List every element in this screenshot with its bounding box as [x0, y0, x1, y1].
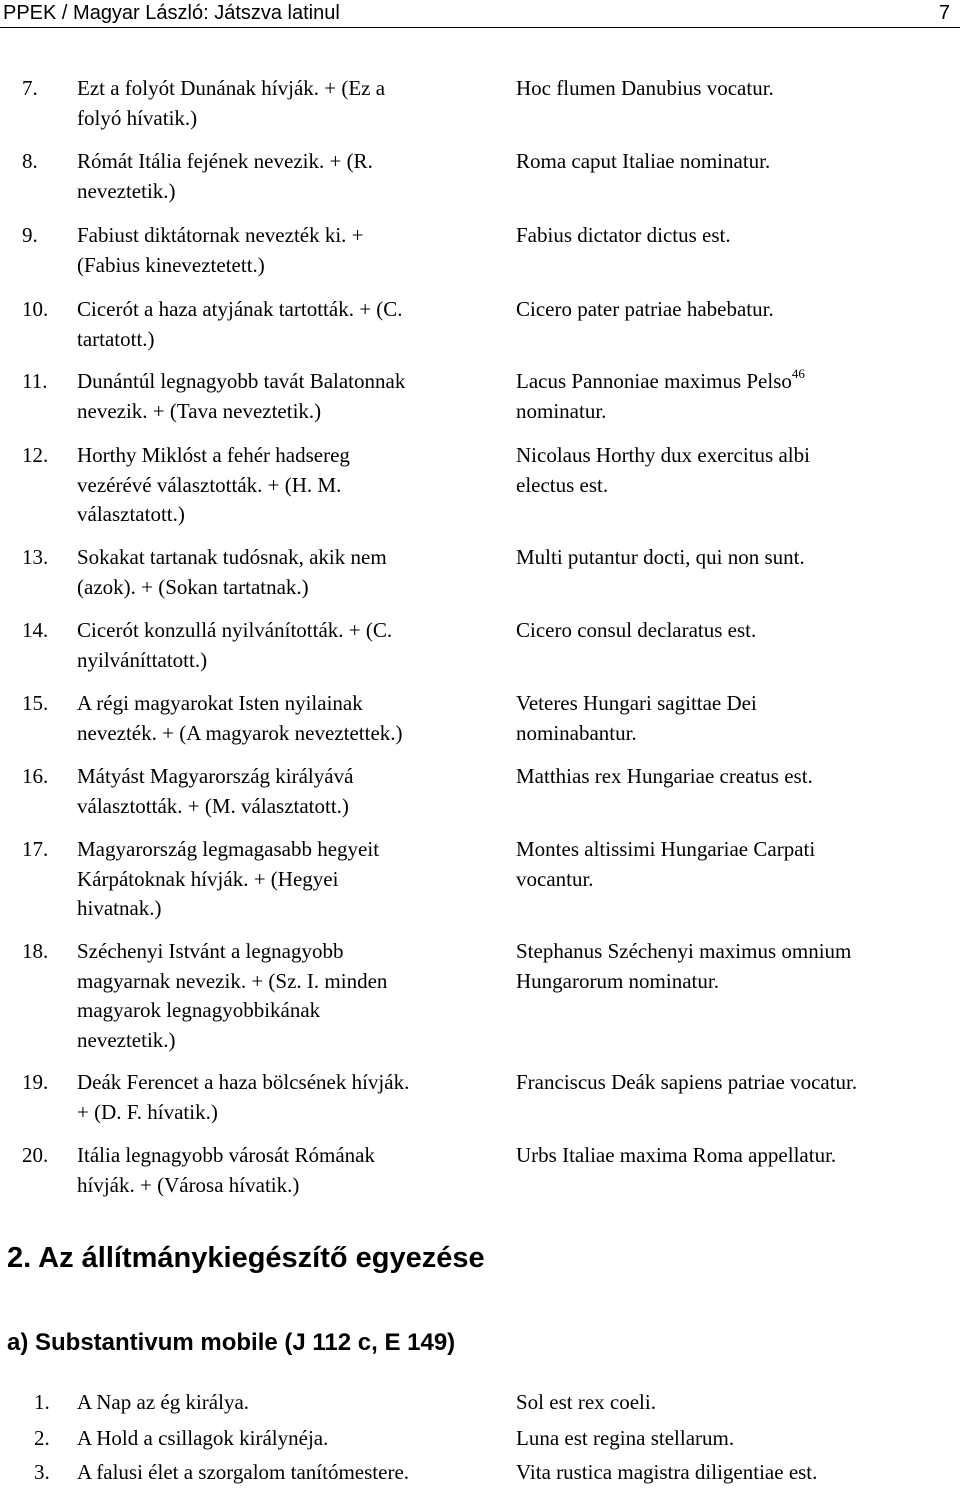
text-line: nyilváníttatott.): [77, 647, 208, 672]
text-line: választották. + (M. választatott.): [77, 793, 349, 818]
latin-translation: [516, 616, 946, 646]
text-line: magyarok legnagyobbikának: [77, 998, 321, 1022]
text-line: neveztetik.): [77, 178, 176, 203]
text-line: + (D. F. hívatik.): [77, 1099, 218, 1124]
latin-translation: Luna est regina stellarum.: [516, 1426, 735, 1450]
latin-translation: [516, 543, 946, 573]
exercise-number: 11.: [22, 369, 48, 393]
exercise-number: 10.: [22, 297, 49, 321]
text-line: Nicolaus Horthy dux exercitus albi: [516, 443, 810, 467]
hungarian-sentence: [77, 441, 502, 530]
text-line: Veteres Hungari sagittae Dei: [516, 691, 757, 715]
latin-translation: [516, 689, 946, 748]
text-line: tartatott.): [77, 326, 155, 351]
latin-translation: [516, 74, 946, 104]
text-line: Roma caput Italiae nominatur.: [516, 149, 771, 173]
text-line: nevezték. + (A magyarok neveztettek.): [77, 720, 403, 745]
exercise-number: 12.: [22, 443, 49, 467]
hungarian-sentence: [77, 1068, 502, 1127]
hungarian-sentence: A Hold a csillagok királynéja.: [77, 1426, 329, 1450]
text-line: Matthias rex Hungariae creatus est.: [516, 764, 813, 788]
exercise-number: 8.: [22, 149, 38, 173]
text-line: (azok). + (Sokan tartatnak.): [77, 574, 309, 599]
text-line: Stephanus Széchenyi maximus omnium: [516, 939, 852, 963]
subsection-heading: a) Substantivum mobile (J 112 c, E 149): [7, 1329, 456, 1356]
text-line: Montes altissimi Hungariae Carpati: [516, 837, 816, 861]
hungarian-sentence: A falusi élet a szorgalom tanítómestere.: [77, 1460, 410, 1484]
exercise-number: 14.: [22, 618, 49, 642]
hungarian-sentence: [77, 1141, 502, 1200]
text-line: Cicero pater patriae habebatur.: [516, 297, 774, 321]
text-line: Urbs Italiae maxima Roma appellatur.: [516, 1143, 837, 1167]
text-line: nominatur.: [516, 398, 607, 423]
text-line: hivatnak.): [77, 896, 162, 920]
text-line: Magyarország legmagasabb hegyeit: [77, 837, 380, 861]
text-line: electus est.: [516, 472, 609, 497]
text-line: folyó hívatik.): [77, 105, 198, 130]
text-line: Cicerót a haza atyjának tartották. + (C.: [77, 297, 403, 321]
text-line: A régi magyarokat Isten nyilainak: [77, 691, 363, 715]
hungarian-sentence: [77, 835, 502, 924]
latin-translation: [516, 221, 946, 251]
exercise-number: 15.: [22, 691, 49, 715]
latin-translation: [516, 1141, 946, 1171]
hungarian-sentence: [77, 367, 502, 426]
text-line: vocantur.: [516, 866, 594, 891]
page-header: [0, 0, 960, 28]
text-line: Széchenyi Istvánt a legnagyobb: [77, 939, 344, 963]
document-title: PPEK / Magyar László: Játszva latinul: [3, 2, 340, 24]
text-line: Hoc flumen Danubius vocatur.: [516, 76, 774, 100]
text-line: Itália legnagyobb városát Rómának: [77, 1143, 375, 1167]
example-number: 3.: [34, 1460, 50, 1484]
hungarian-sentence: A Nap az ég királya.: [77, 1390, 250, 1414]
latin-translation: Vita rustica magistra diligentiae est.: [516, 1460, 818, 1484]
text-line: Kárpátoknak hívják. + (Hegyei: [77, 866, 339, 891]
text-line: (Fabius kineveztetett.): [77, 252, 265, 277]
text-line: Horthy Miklóst a fehér hadsereg: [77, 443, 350, 467]
hungarian-sentence: [77, 937, 502, 1055]
exercise-number: 19.: [22, 1070, 49, 1094]
exercise-number: 13.: [22, 545, 49, 569]
text-line: [516, 367, 946, 397]
hungarian-sentence: [77, 762, 502, 821]
latin-text: Lacus Pannoniae maximus Pelso: [516, 369, 792, 393]
text-line: nominabantur.: [516, 720, 637, 745]
text-line: hívják. + (Városa hívatik.): [77, 1172, 300, 1197]
latin-translation: [516, 937, 946, 996]
exercise-number: 18.: [22, 939, 49, 963]
latin-translation: Sol est rex coeli.: [516, 1390, 656, 1414]
text-line: Deák Ferencet a haza bölcsének hívják.: [77, 1070, 410, 1094]
hungarian-sentence: [77, 74, 502, 133]
hungarian-sentence: [77, 295, 502, 354]
text-line: Cicero consul declaratus est.: [516, 618, 757, 642]
text-line: magyarnak nevezik. + (Sz. I. minden: [77, 968, 388, 993]
text-line: Fabiust diktátornak nevezték ki. +: [77, 223, 364, 247]
text-line: Sokakat tartanak tudósnak, akik nem: [77, 545, 387, 569]
hungarian-sentence: [77, 147, 502, 206]
text-line: Franciscus Deák sapiens patriae vocatur.: [516, 1070, 858, 1094]
latin-translation: [516, 441, 946, 500]
text-line: Rómát Itália fejének nevezik. + (R.: [77, 149, 373, 173]
page-number: 7: [938, 2, 950, 24]
text-line: Hungarorum nominatur.: [516, 968, 719, 993]
exercise-number: 7.: [22, 76, 38, 100]
text-line: Ezt a folyót Dunának hívják. + (Ez a: [77, 76, 386, 100]
text-line: Cicerót konzullá nyilvánították. + (C.: [77, 618, 393, 642]
latin-translation: [516, 295, 946, 325]
hungarian-sentence: [77, 616, 502, 675]
latin-translation: [516, 762, 946, 792]
latin-translation: [516, 147, 946, 177]
example-number: 1.: [34, 1390, 50, 1414]
example-number: 2.: [34, 1426, 50, 1450]
text-line: neveztetik.): [77, 1027, 176, 1052]
exercise-number: 20.: [22, 1143, 49, 1167]
exercise-number: 17.: [22, 837, 49, 861]
section-heading: 2. Az állítmánykiegészítő egyezése: [7, 1242, 485, 1274]
exercise-number: 9.: [22, 223, 38, 247]
exercise-number: 16.: [22, 764, 49, 788]
hungarian-sentence: [77, 543, 502, 602]
text-line: Multi putantur docti, qui non sunt.: [516, 545, 805, 569]
hungarian-sentence: [77, 689, 502, 748]
latin-translation: [516, 1068, 946, 1098]
text-line: Fabius dictator dictus est.: [516, 223, 731, 247]
text-line: nevezik. + (Tava neveztetik.): [77, 398, 322, 423]
latin-translation: [516, 367, 946, 426]
text-line: Mátyást Magyarország királyává: [77, 764, 354, 788]
latin-translation: [516, 835, 946, 894]
hungarian-sentence: [77, 221, 502, 280]
text-line: Dunántúl legnagyobb tavát Balatonnak: [77, 369, 406, 393]
footnote-marker: 46: [791, 366, 805, 381]
text-line: vezérévé választották. + (H. M.: [77, 472, 342, 497]
text-line: választatott.): [77, 502, 185, 526]
